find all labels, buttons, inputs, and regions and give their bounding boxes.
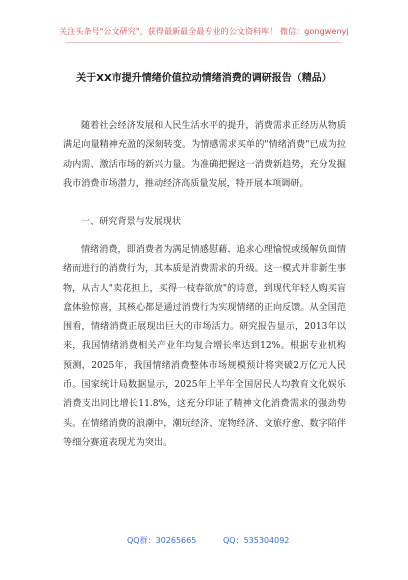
- body-paragraph-intro: [63, 117, 346, 194]
- paragraph-text: 情绪消费，即消费者为满足情感慰藉、追求心理愉悦或缓解负面情绪而进行的消费行为，其本质是消费需求的升级。这一模式并非新生事物，从古人"卖花担上，买得一枝春欲放"的诗意，到现代年轻人购买盲盒体验惊喜，其核心都是通过消费行为实现情绪的正向反馈。从全国范围看，情绪消费正展现出巨大的市场活力。研究报告显示，2013年以来，我国情绪消费相关产业年均复合增长率达到12%。根据专业机构预测，2025年，我国情绪消费整体市场规模预计将突破2万亿元人民币。国家统计局数据显示，2025年上半年全国居民人均教育文化娱乐消费支出同比增长11.8%，这充分印证了精神文化消费需求的强劲势头。在情绪消费的浪潮中，潮玩经济、宠物经济、文旅疗愈、数字陪伴等细分赛道表现尤为突出。: [63, 245, 346, 448]
- header-promo-text: 关注头条号"公文研究"，获得最新最全最专业的公文资料库！ 微信：gongwenyj: [59, 27, 349, 36]
- header-banner: [0, 0, 408, 52]
- header-divider: [66, 42, 342, 43]
- footer-qq-contact: QQ：535304092: [223, 536, 290, 545]
- paragraph-text: 随着社会经济发展和人民生活水平的提升，消费需求正经历从物质满足向量精神充盈的深刻转变。为情感需求买单的"情绪消费"已成为拉动内需、激活市场的新兴力量。为准确把握这一消费新趋势，充分发掘我市消费市场潜力，推动经济高质量发展，特开展本项调研。: [63, 121, 346, 189]
- body-paragraph-background: [63, 241, 346, 453]
- footer-qq-group: QQ群：30265665: [127, 536, 197, 545]
- section-heading-text: 一、研究背景与发展现状: [81, 217, 182, 227]
- section-heading: [63, 213, 346, 232]
- document-title: 关于XX市提升情绪价值拉动情绪消费的调研报告（精品）: [76, 73, 332, 84]
- footer: [0, 535, 408, 549]
